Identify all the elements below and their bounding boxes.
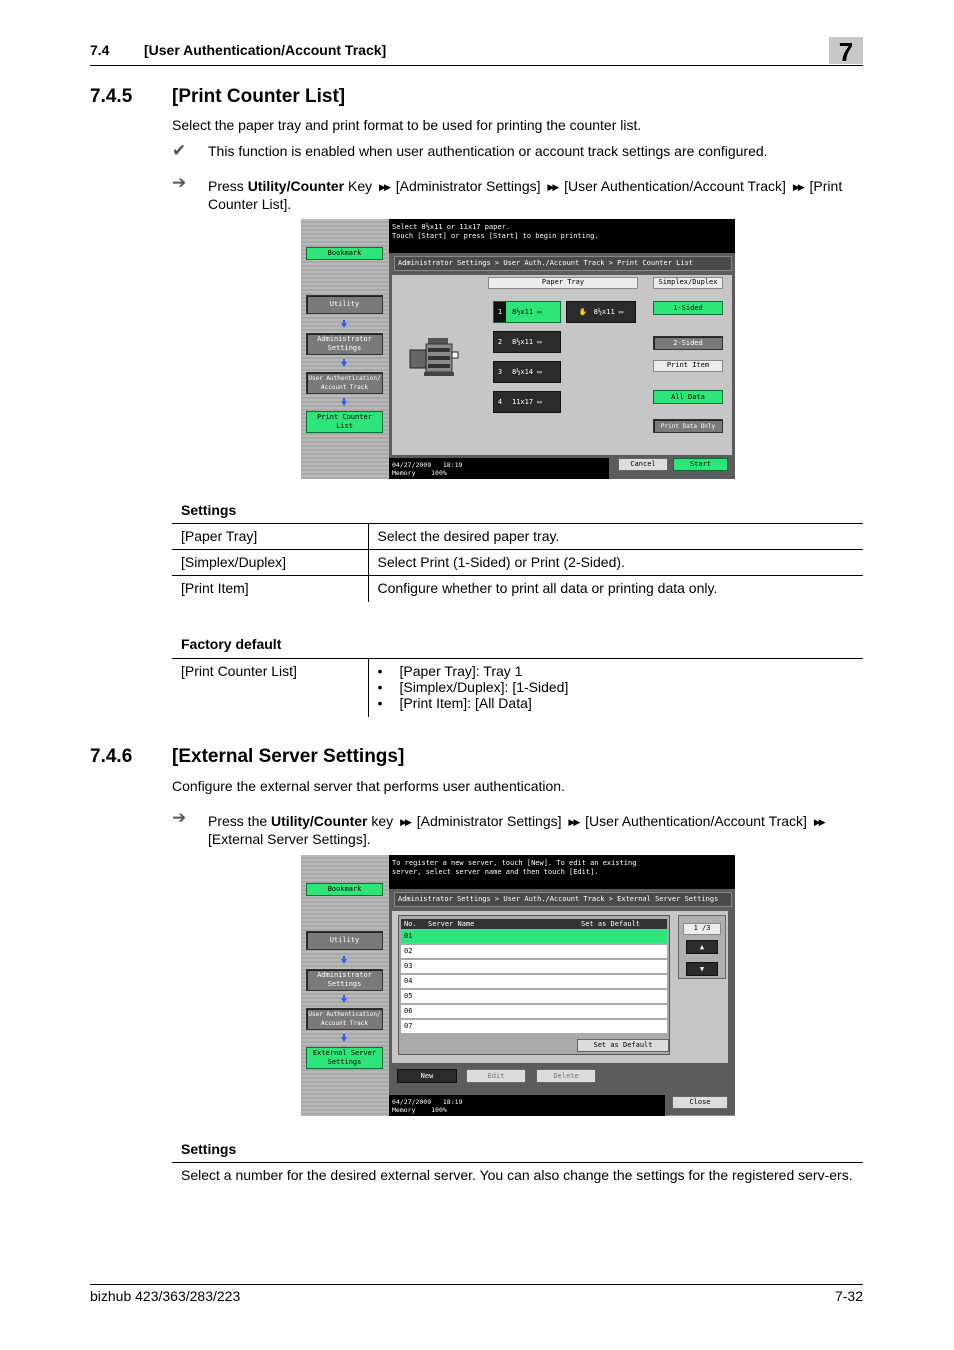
status-bar: 04/27/2009 18:19 Memory 100% xyxy=(389,1095,665,1116)
one-sided-button[interactable]: 1-Sided xyxy=(653,301,723,315)
factory-default-table xyxy=(172,658,863,717)
server-list-header xyxy=(401,919,667,929)
arrow-right-icon: ➔ xyxy=(172,808,187,827)
settings-label: Settings xyxy=(181,502,237,518)
message-bar: Select 8½x11 or 11x17 paper. Touch [Start] or press [Start] to begin printing. xyxy=(389,219,735,253)
settings-rule xyxy=(172,1162,863,1163)
table-row[interactable]: 04 xyxy=(401,975,667,989)
nav-utility-button[interactable]: Utility xyxy=(306,931,383,950)
double-arrow-icon: ▶▶ xyxy=(379,182,389,192)
table-row[interactable]: 06 xyxy=(401,1005,667,1019)
list-item: • [Simplex/Duplex]: [1-Sided] xyxy=(377,679,569,695)
double-arrow-icon: ▶▶ xyxy=(547,182,558,192)
double-arrow-icon: ▶▶ xyxy=(568,817,579,827)
table-row[interactable]: 02 xyxy=(401,945,667,959)
table-row[interactable]: 07 xyxy=(401,1020,667,1034)
settings-label: Settings xyxy=(181,1141,237,1157)
section-746-step: Press the Utility/Counter key ▶▶ [Administrator Settings] ▶▶ [User Authentication/Account Track] ▶▶ [External Server Settings]. xyxy=(208,813,824,847)
section-745-intro: Select the paper tray and print format to be used for printing the counter list. xyxy=(172,117,642,133)
edit-button[interactable]: Edit xyxy=(466,1069,526,1083)
arrow-down-icon xyxy=(341,362,347,367)
factory-default-label: Factory default xyxy=(181,636,282,652)
page-up-button[interactable] xyxy=(686,940,718,954)
pager xyxy=(678,915,726,979)
breadcrumb: Administrator Settings > User Auth./Account Track > Print Counter List xyxy=(394,256,732,271)
running-header xyxy=(90,42,386,58)
section-746-heading: 7.4.6 [External Server Settings] xyxy=(90,746,405,767)
settings-text: Select a number for the desired external server. You can also change the settings for the registered serv-ers. xyxy=(181,1167,853,1183)
table-row[interactable]: 05 xyxy=(401,990,667,1004)
double-arrow-icon: ▶▶ xyxy=(792,182,803,192)
page-indicator: 1 /3 xyxy=(683,923,721,935)
start-button[interactable]: Start xyxy=(673,458,728,471)
footer-model: bizhub 423/363/283/223 xyxy=(90,1288,241,1304)
settings-table xyxy=(172,523,863,602)
tray-2-button[interactable]: 2 8½x11 ▭ xyxy=(493,331,561,353)
section-745-note: This function is enabled when user authentication or account track settings are configured. xyxy=(208,143,768,159)
new-button[interactable]: New xyxy=(397,1069,457,1083)
page-down-button[interactable] xyxy=(686,962,718,976)
message-bar: To register a new server, touch [New]. To edit an existing server, select server name and then touch [Edit]. xyxy=(389,855,735,889)
table-row[interactable]: 03 xyxy=(401,960,667,974)
header-rule xyxy=(90,65,863,66)
tray-4-button[interactable]: 4 11x17 ▭ xyxy=(493,391,561,413)
header-title: [User Authentication/Account Track] xyxy=(144,42,387,58)
close-button[interactable]: Close xyxy=(672,1096,728,1109)
arrow-down-icon xyxy=(341,323,347,328)
simplex-duplex-label: Simplex/Duplex xyxy=(653,277,723,289)
arrow-down-icon xyxy=(341,1037,347,1042)
paper-tray-label: Paper Tray xyxy=(488,277,638,289)
two-sided-button[interactable]: 2-Sided xyxy=(653,336,723,350)
nav-print-counter-list-button[interactable]: Print Counter List xyxy=(306,411,383,433)
print-data-only-button[interactable]: Print Data Only xyxy=(653,419,723,433)
status-bar: 04/27/2009 18:19 Memory 100% xyxy=(389,458,609,479)
bypass-tray-button[interactable]: ✋ 8½x11 ▭ xyxy=(566,301,636,323)
content-area xyxy=(392,911,728,1063)
check-icon: ✔ xyxy=(172,141,187,160)
arrow-right-icon: ➔ xyxy=(172,173,187,192)
bookmark-button[interactable]: Bookmark xyxy=(306,883,383,896)
server-list xyxy=(398,915,670,1055)
delete-button[interactable]: Delete xyxy=(536,1069,596,1083)
table-row[interactable]: 01 xyxy=(401,930,667,944)
double-arrow-icon: ▶▶ xyxy=(400,817,410,827)
table-row: [Print Item] Configure whether to print all data or printing data only. xyxy=(172,576,863,602)
nav-utility-button[interactable]: Utility xyxy=(306,295,383,314)
section-745-heading: 7.4.5 [Print Counter List] xyxy=(90,86,346,107)
all-data-button[interactable]: All Data xyxy=(653,390,723,404)
table-row: [Paper Tray] Select the desired paper tray. xyxy=(172,524,863,550)
col-no: No. xyxy=(404,920,417,928)
bookmark-button[interactable]: Bookmark xyxy=(306,247,383,260)
nav-external-server-settings-button[interactable]: External Server Settings xyxy=(306,1047,383,1069)
arrow-up-icon: ▲ xyxy=(699,942,705,951)
print-counter-list-screen xyxy=(301,219,735,479)
footer-page-number: 7-32 xyxy=(834,1288,863,1304)
col-server-name: Server Name xyxy=(428,920,475,928)
tray-3-button[interactable]: 3 8½x14 ▭ xyxy=(493,361,561,383)
arrow-down-icon xyxy=(341,998,347,1003)
table-row: [Print Counter List] • [Paper Tray]: Tray 1 • [Simplex/Duplex]: [1-Sided] • [Print Item]: [All Data] xyxy=(172,659,863,717)
header-section: 7.4 xyxy=(90,42,110,58)
arrow-down-icon xyxy=(341,959,347,964)
double-arrow-icon: ▶▶ xyxy=(813,817,824,827)
print-item-label: Print Item xyxy=(653,360,723,372)
col-set-as-default: Set as Default xyxy=(581,920,641,928)
nav-administrator-settings-button[interactable]: Administrator Settings xyxy=(306,969,383,991)
table-row: [Simplex/Duplex] Select Print (1-Sided) or Print (2-Sided). xyxy=(172,550,863,576)
set-as-default-button[interactable]: Set as Default xyxy=(577,1039,669,1052)
external-server-settings-screen xyxy=(301,855,735,1116)
content-area xyxy=(392,275,732,455)
cancel-button[interactable]: Cancel xyxy=(618,458,668,471)
tray-1-button[interactable]: 1 8½x11 ▭ xyxy=(493,301,561,323)
list-item: • [Paper Tray]: Tray 1 xyxy=(377,663,523,679)
arrow-down-icon xyxy=(341,401,347,406)
arrow-down-icon: ▼ xyxy=(699,964,705,973)
breadcrumb: Administrator Settings > User Auth./Account Track > External Server Settings xyxy=(394,892,732,907)
main-area xyxy=(389,253,735,479)
machine-illustration xyxy=(406,330,462,390)
nav-user-auth-button[interactable]: User Authentication/ Account Track xyxy=(306,1008,383,1030)
nav-user-auth-button[interactable]: User Authentication/ Account Track xyxy=(306,372,383,394)
section-745-step: Press Utility/Counter Key ▶▶ [Administrator Settings] ▶▶ [User Authentication/Account Track] ▶▶ [Print Counter List]. xyxy=(208,178,843,212)
footer-rule xyxy=(90,1284,863,1285)
section-746-intro: Configure the external server that performs user authentication. xyxy=(172,778,565,794)
list-item: • [Print Item]: [All Data] xyxy=(377,695,532,711)
nav-administrator-settings-button[interactable]: Administrator Settings xyxy=(306,333,383,355)
chapter-number: 7 xyxy=(829,37,863,64)
main-area xyxy=(389,889,735,1115)
